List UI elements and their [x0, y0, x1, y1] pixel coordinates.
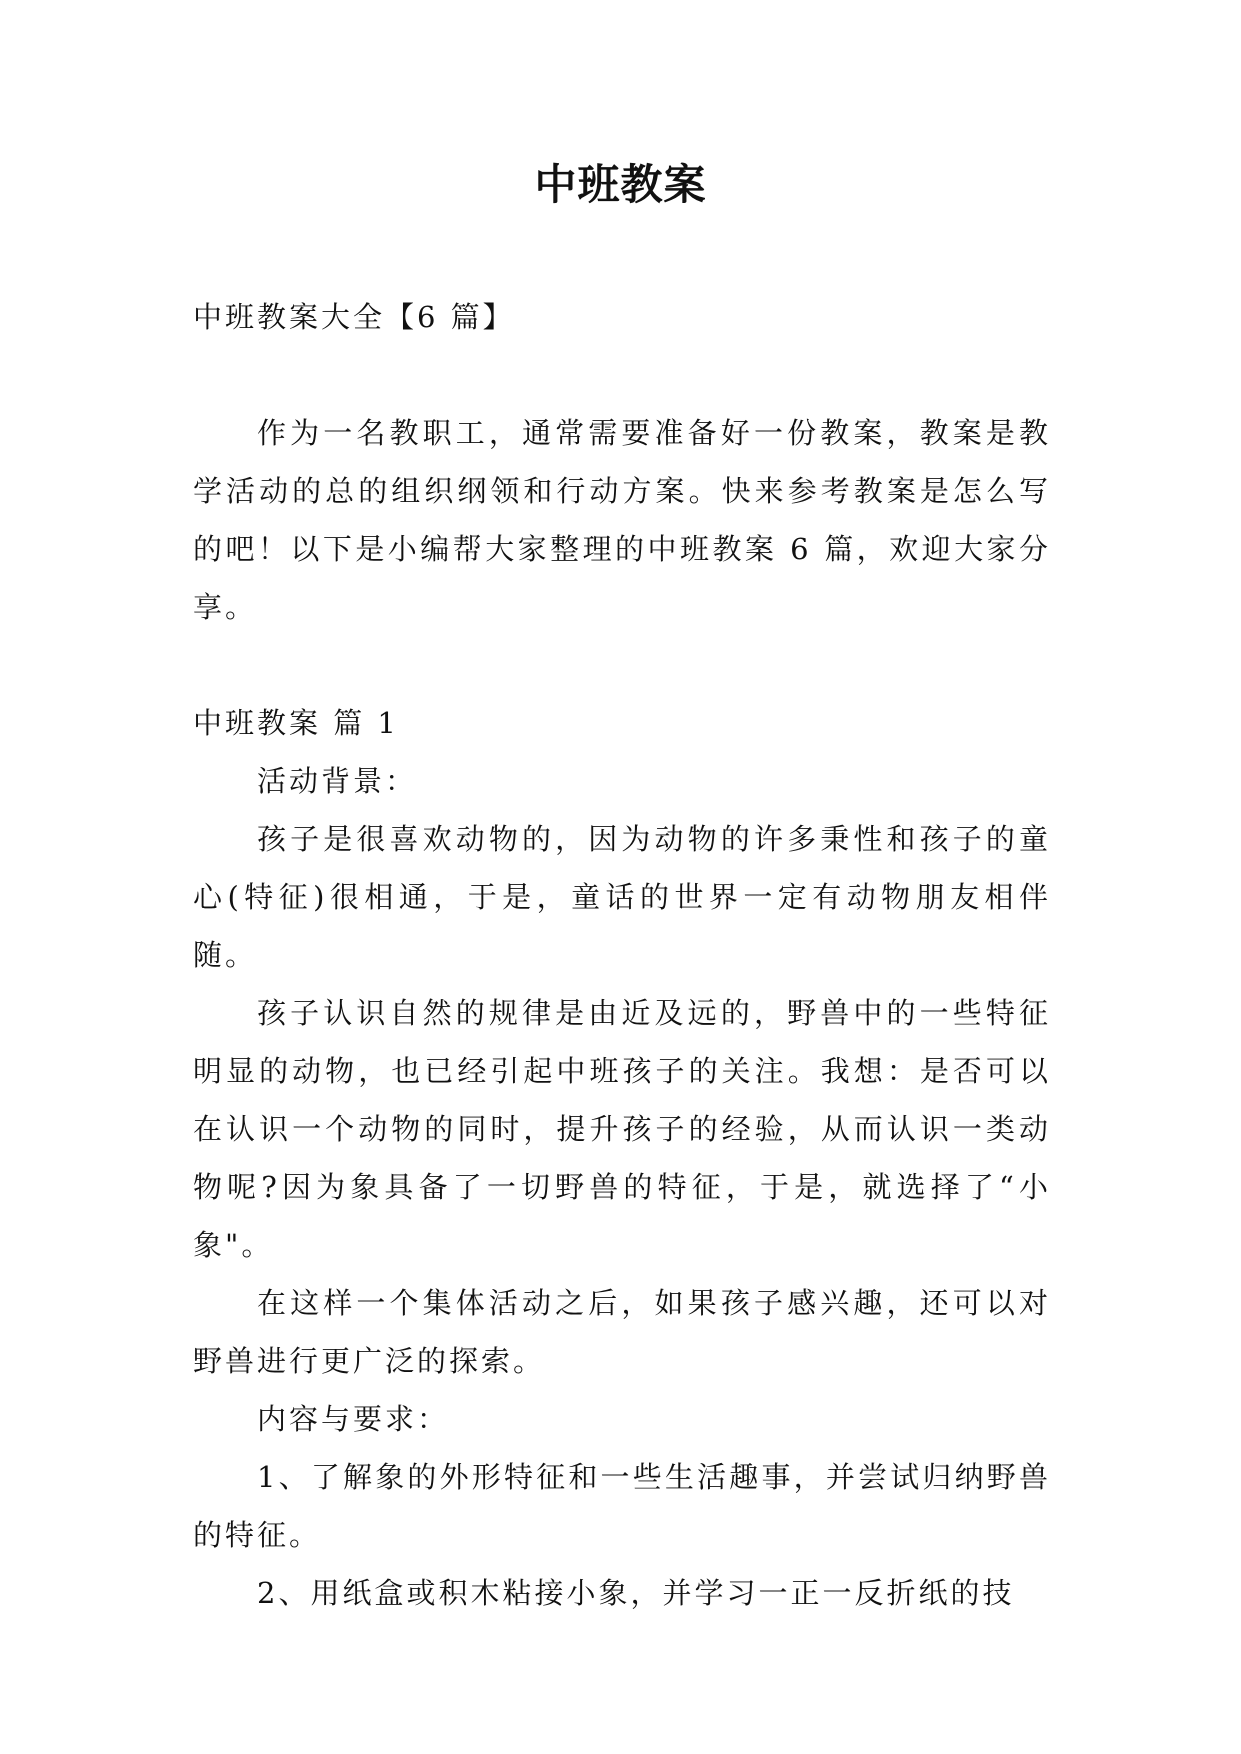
- document-subtitle: 中班教案大全【6 篇】: [193, 300, 515, 334]
- document-body: [193, 288, 1051, 1622]
- body-paragraph: 孩子是很喜欢动物的，因为动物的许多秉性和孩子的童心(特征)很相通，于是，童话的世界一定有动物朋友相伴随。: [193, 822, 1051, 972]
- body-paragraph: 2、用纸盒或积木粘接小象，并学习一正一反折纸的技: [257, 1576, 1015, 1610]
- body-paragraph: 1、了解象的外形特征和一些生活趣事，并尝试归纳野兽的特征。: [193, 1460, 1051, 1552]
- section-heading: 中班教案 篇 1: [193, 706, 399, 740]
- body-paragraph: 内容与要求：: [257, 1402, 450, 1436]
- page-title: 中班教案: [534, 160, 707, 209]
- body-paragraph: 孩子认识自然的规律是由近及远的，野兽中的一些特征明显的动物，也已经引起中班孩子的关注。我想：是否可以在认识一个动物的同时，提升孩子的经验，从而认识一类动物呢?因为象具备了一切野兽的特征，于是，就选择了“小象"。: [193, 996, 1051, 1262]
- body-paragraph: 活动背景：: [257, 764, 418, 798]
- body-paragraph: 在这样一个集体活动之后，如果孩子感兴趣，还可以对野兽进行更广泛的探索。: [193, 1286, 1051, 1378]
- intro-paragraph: 作为一名教职工，通常需要准备好一份教案，教案是教学活动的总的组织纲领和行动方案。快来参考教案是怎么写的吧！以下是小编帮大家整理的中班教案 6 篇，欢迎大家分享。: [193, 416, 1051, 624]
